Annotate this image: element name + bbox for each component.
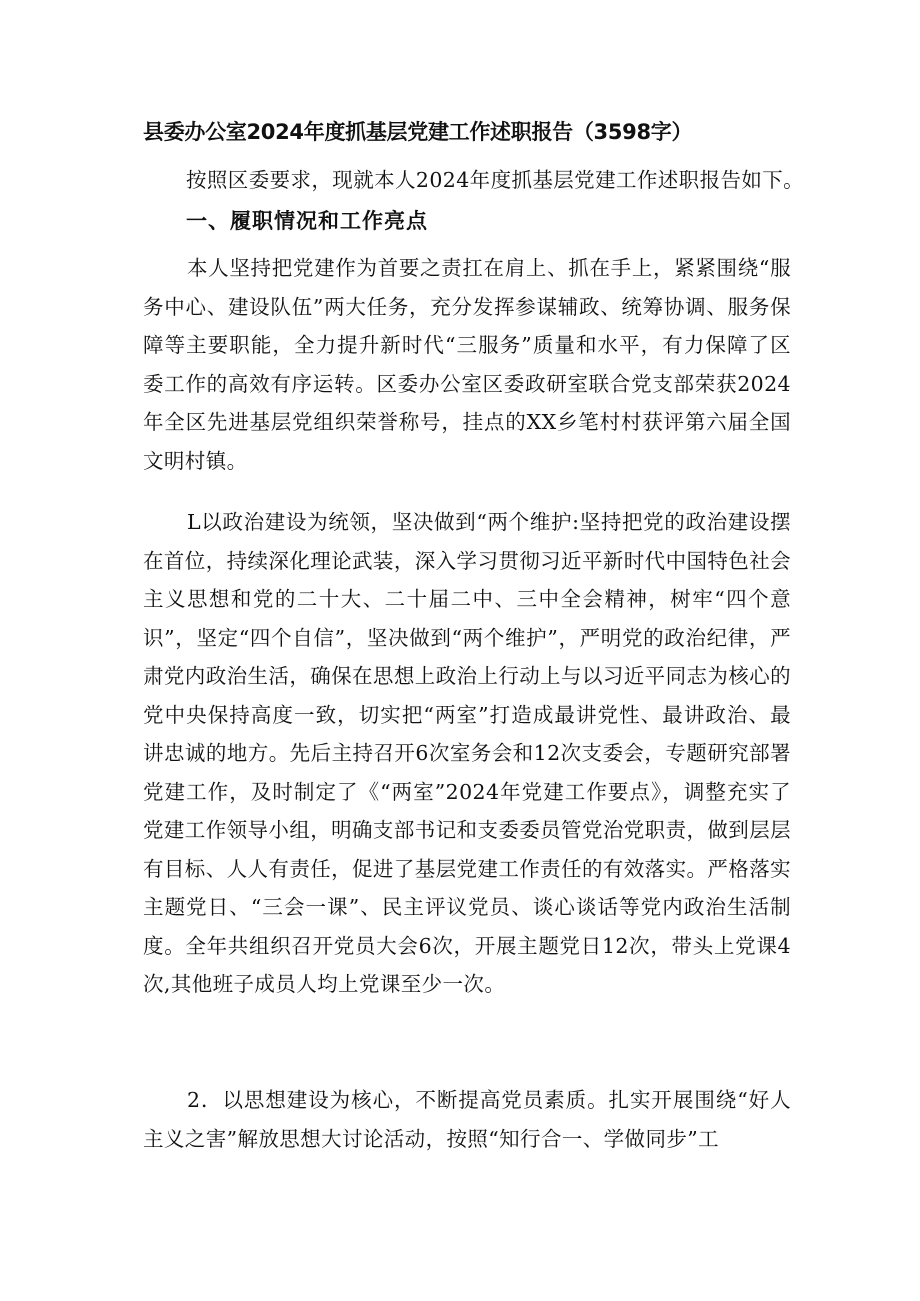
document-title: 县委办公室2024年度抓基层党建工作述职报告（3598字）: [143, 120, 693, 144]
body-paragraph: 本人坚持把党建作为首要之责扛在肩上、抓在手上，紧紧围绕“服务中心、建设队伍”两大任务，充分发挥参谋辅政、统筹协调、服务保障等主要职能，全力提升新时代“三服务”质量和水平，有力保障了区委工作的高效有序运转。区委办公室区委政研室联合党支部荣获2024年全区先进基层党组织荣誉称号，挂点的XX乡笔村村获评第六届全国文明村镇。: [143, 256, 791, 473]
body-paragraph: 2．以思想建设为核心，不断提高党员素质。扎实开展围绕“好人主义之害”解放思想大讨论活动，按照“知行合一、学做同步”工: [143, 1088, 791, 1151]
body-paragraph: L以政治建设为统领，坚决做到“两个维护:坚持把党的政治建设摆在首位，持续深化理论武装，深入学习贯彻习近平新时代中国特色社会主义思想和党的二十大、二十届二中、三中全会精神，树牢“四个意识”，坚定“四个自信”，坚决做到“两个维护”，严明党的政治纪律，严肃党内政治生活，确保在思想上政治上行动上与以习近平同志为核心的党中央保持高度一致，切实把“两室”打造成最讲党性、最讲政治、最讲忠诚的地方。先后主持召开6次室务会和12次支委会，专题研究部署党建工作，及时制定了《“两室”2024年党建工作要点》，调整充实了党建工作领导小组，明确支部书记和支委委员管党治党职责，做到层层有目标、人人有责任，促进了基层党建工作责任的有效落实。严格落实主题党日、“三会一课”、民主评议党员、谈心谈话等党内政治生活制度。全年共组织召开党员大会6次，开展主题党日12次，带头上党课4次,其他班子成员人均上党课至少一次。: [143, 510, 791, 996]
intro-line: 按照区委要求，现就本人2024年度抓基层党建工作述职报告如下。: [186, 168, 805, 192]
section-heading: 一、履职情况和工作亮点: [186, 209, 428, 233]
